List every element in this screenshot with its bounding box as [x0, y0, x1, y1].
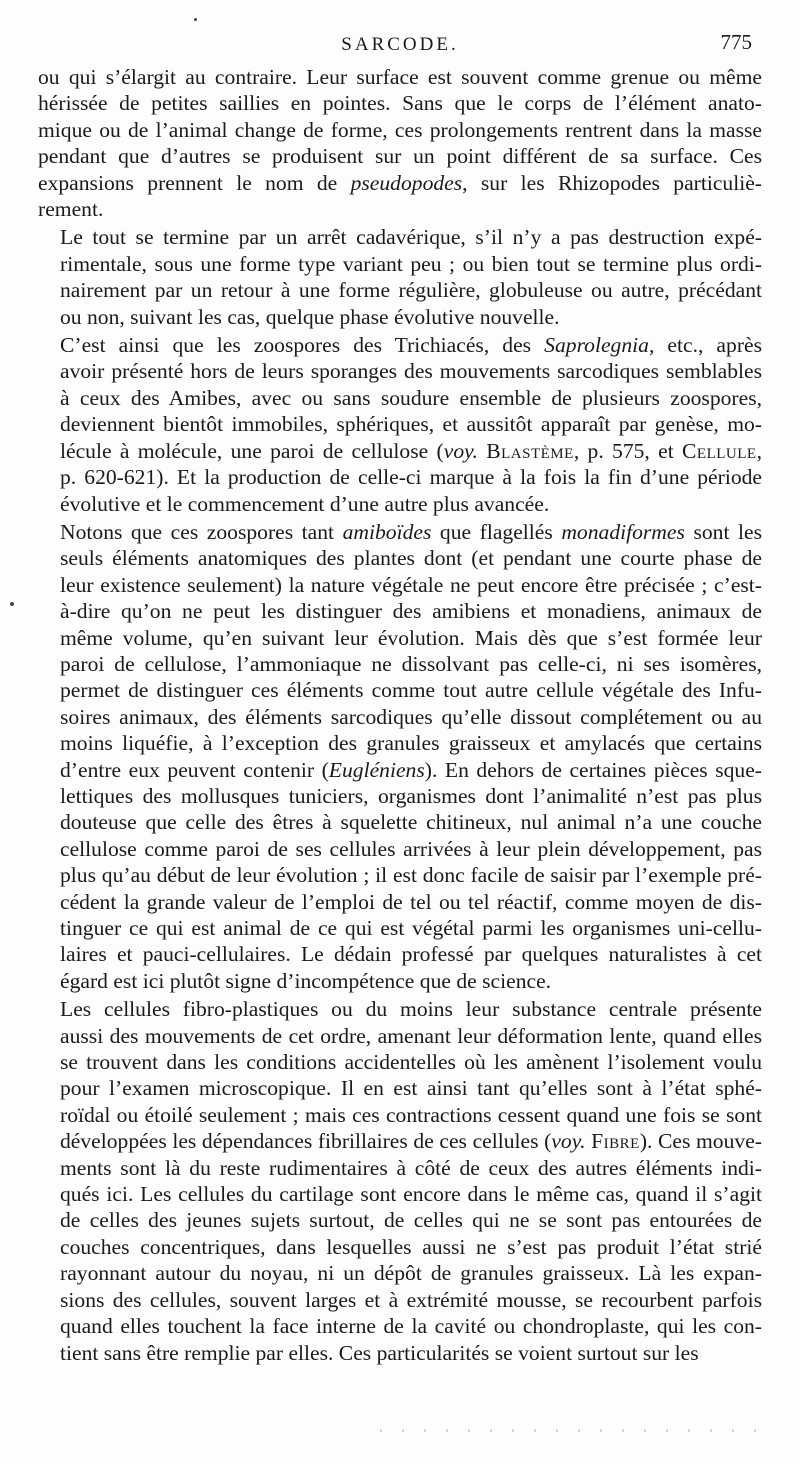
- paragraph: [38, 519, 762, 994]
- text-line: rayonnant autour du noyau, ni un dépôt de granules graisseux. Là les expan-: [60, 1261, 762, 1286]
- text-line: d’entre eux peuvent contenir (Eugléniens). En dehors de certaines pièces sque-: [60, 757, 762, 782]
- paragraph: [38, 332, 762, 517]
- text-line: lettiques des mollusques tuniciers, organismes dont l’animalité n’est pas plus: [60, 783, 762, 808]
- text-line: paroi de cellulose, l’ammoniaque ne dissolvant pas celle-ci, ni ses isomères,: [60, 651, 762, 676]
- text-line: douteuse que celle des êtres à squelette chitineux, nul animal n’a une couche: [60, 810, 762, 835]
- paragraph: [38, 224, 762, 330]
- text-line: ments sont là du reste rudimentaires à côté de ceux des autres éléments indi-: [60, 1155, 762, 1180]
- text-line: expansions prennent le nom de pseudopodes, sur les Rhizopodes particuliè-: [38, 170, 762, 195]
- text-line: rimentale, sous une forme type variant peu ; ou bien tout se termine plus ordi-: [60, 251, 762, 276]
- text-line: à ceux des Amibes, avec ou sans soudure ensemble de plusieurs zoospores,: [60, 385, 762, 410]
- text-line: soires animaux, des éléments sarcodiques qu’elle dissout complétement ou au: [60, 704, 762, 729]
- text-line: avoir présenté hors de leurs sporanges des mouvements sarcodiques semblables: [60, 359, 762, 384]
- body-text: [38, 64, 762, 1366]
- text-line: Notons que ces zoospores tant amiboïdes que flagellés monadiformes sont les: [60, 519, 762, 544]
- text-line: qués ici. Les cellules du cartilage sont encore dans le même cas, quand il s’agit: [60, 1182, 762, 1207]
- text-line: ou non, suivant les cas, quelque phase évolutive nouvelle.: [60, 304, 560, 329]
- text-line: évolutive et le commencement d’une autre plus avancée.: [60, 491, 550, 516]
- text-line: pendant que d’autres se produisent sur un point différent de sa surface. Ces: [38, 144, 762, 169]
- text-line: tinguer ce qui est animal de ce qui est végétal parmi les organismes uni-cellu-: [60, 916, 762, 940]
- text-line: leur existence seulement) la nature végétale ne peut encore être précisée ; c’est-: [60, 572, 762, 597]
- text-line: deviennent bientôt immobiles, sphériques, et aussitôt apparaît par genèse, mo-: [60, 412, 762, 437]
- text-line: rement.: [38, 197, 104, 222]
- text-line: laires et pauci-cellulaires. Le dédain professé par quelques naturalistes à cet: [60, 942, 762, 967]
- text-line: roïdal ou étoilé seulement ; mais ces contractions cessent quand une fois se sont: [60, 1102, 762, 1127]
- text-line: Les cellules fibro-plastiques ou du moins leur substance centrale présente: [60, 997, 762, 1022]
- paragraph: [38, 64, 762, 222]
- text-line: aussi des mouvements de cet ordre, amenant leur déformation lente, quand elles: [60, 1023, 762, 1048]
- text-line: cédent la grande valeur de l’emploi de tel ou tel réactif, comme moyen de dis-: [60, 889, 762, 914]
- text-line: égard est ici plutôt signe d’incompétence que de science.: [60, 968, 552, 993]
- text-line: Le tout se termine par un arrêt cadavérique, s’il n’y a pas destruction expé-: [60, 225, 762, 250]
- paragraph: [38, 996, 762, 1366]
- text-line: moins liquéfie, à l’exception des granules graisseux et amylacés que certains: [60, 731, 762, 756]
- text-line: quand elles touchent la face interne de la cavité ou chondroplaste, qui les con-: [60, 1314, 762, 1339]
- text-line: permet de distinguer ces éléments comme tout autre cellule végétale des Infu-: [60, 678, 762, 703]
- text-line: pour l’examen microscopique. Il en est ainsi tant qu’elles sont à l’état sphé-: [60, 1076, 762, 1101]
- text-line: développées les dépendances fibrillaires de ces cellules (voy. Fibre). Ces mouve-: [60, 1129, 762, 1154]
- text-line: nairement par un retour à une forme régulière, globuleuse ou autre, précédant: [60, 278, 762, 303]
- text-line: même volume, qu’en suivant leur évolution. Mais dès que s’est formée leur: [60, 625, 762, 650]
- text-line: hérissée de petites saillies en pointes. Sans que le corps de l’élément anato-: [38, 91, 762, 116]
- running-head: [0, 30, 800, 60]
- text-line: plus qu’au début de leur évolution ; il est donc facile de saisir par l’exemple pré-: [60, 863, 762, 888]
- bleed-through-noise: [380, 1429, 760, 1432]
- text-line: seuls éléments anatomiques des plantes dont (et pendant une courte phase de: [60, 546, 762, 571]
- text-line: tient sans être remplie par elles. Ces particularités se voient surtout sur les: [60, 1340, 699, 1365]
- text-line: se trouvent dans les conditions accidentelles où les amènent l’isolement voulu: [60, 1050, 762, 1075]
- text-line: lécule à molécule, une paroi de cellulose (voy. Blastème, p. 575, et Cellule,: [60, 438, 762, 463]
- text-line: mique ou de l’animal change de forme, ces prolongements rentrent dans la masse: [38, 117, 762, 142]
- text-line: de celles des jeunes sujets surtout, de celles qui ne se sont pas entourées de: [60, 1208, 762, 1233]
- ink-speck: [10, 602, 14, 606]
- text-line: couches concentriques, dans lesquelles aussi ne s’est pas produit l’état strié: [60, 1234, 762, 1259]
- text-line: p. 620-621). Et la production de celle-ci marque à la fois la fin d’une période: [60, 465, 762, 490]
- text-line: ou qui s’élargit au contraire. Leur surface est souvent comme grenue ou même: [38, 65, 762, 89]
- running-title: SARCODE.: [341, 34, 459, 55]
- text-line: C’est ainsi que les zoospores des Trichiacés, des Saprolegnia, etc., après: [60, 333, 762, 358]
- page-number: 775: [720, 30, 752, 54]
- text-line: cellulose comme paroi de ses cellules arrivées à leur plein développement, pas: [60, 836, 762, 861]
- text-line: à-dire qu’on ne peut les distinguer des amibiens et monadiens, animaux de: [60, 599, 762, 624]
- ink-speck: [194, 18, 197, 21]
- text-line: sions des cellules, souvent larges et à extrémité mousse, se recourbent parfois: [60, 1287, 762, 1312]
